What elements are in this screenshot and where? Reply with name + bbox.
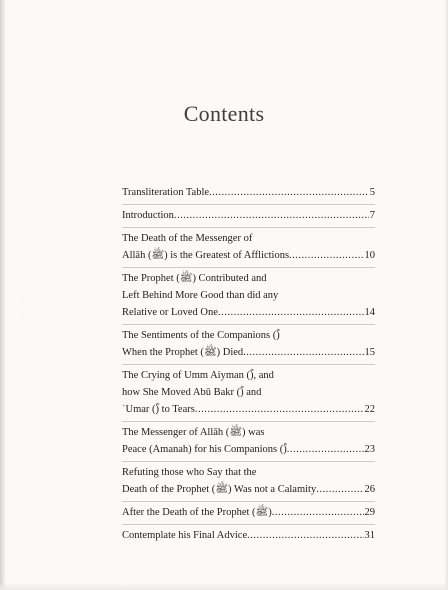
page-bottom-edge [0, 582, 448, 590]
toc-entry-last-line [122, 184, 375, 201]
toc-dot-leader [209, 184, 369, 201]
toc-entry-last-line [122, 304, 375, 321]
toc-dot-leader [287, 441, 364, 458]
toc-entry-last-line [122, 481, 375, 498]
toc-entry[interactable] [122, 182, 375, 205]
toc-entry-title-line: Death of the Prophet (ﷺ) Was not a Calamity [122, 484, 317, 495]
toc-entry[interactable] [122, 228, 375, 268]
table-of-contents [122, 182, 375, 547]
toc-entry-last-line [122, 527, 375, 544]
toc-entry[interactable] [122, 325, 375, 365]
page-title: Contents [183, 101, 265, 126]
toc-dot-leader [247, 527, 363, 544]
toc-entry-title-line: Peace (Amanah) for his Companions (ؓ) [122, 444, 287, 455]
toc-entry-title-line: Left Behind More Good than did any [122, 290, 279, 301]
toc-entry-title-line: The Crying of Umm Aiyman (ؓ), and [122, 370, 274, 381]
page-gutter-shadow [0, 0, 6, 590]
toc-entry-title-line: ʿUmar (ؓ) to Tears [122, 404, 195, 415]
toc-entry-title-line: Contemplate his Final Advice [122, 530, 248, 541]
toc-page-number: 26 [364, 484, 375, 495]
toc-dot-leader [289, 247, 363, 264]
toc-dot-leader [243, 344, 363, 361]
scan-specks: ˌ ˌ [20, 296, 22, 316]
toc-entry-title-line: Introduction [122, 210, 174, 221]
toc-entry-title-line: The Sentiments of the Companions (ؓ) [122, 330, 280, 341]
toc-entry[interactable] [122, 525, 375, 547]
toc-entry-last-line [122, 207, 375, 224]
toc-entry[interactable] [122, 205, 375, 228]
toc-dot-leader [195, 401, 364, 418]
toc-entry-last-line [122, 344, 375, 361]
toc-page-number: 10 [364, 250, 375, 261]
toc-dot-leader [174, 207, 369, 224]
toc-entry-title-line: When the Prophet (ﷺ) Died [122, 347, 244, 358]
toc-entry-last-line [122, 401, 375, 418]
toc-entry[interactable] [122, 502, 375, 525]
toc-dot-leader [272, 504, 364, 521]
toc-entry-last-line [122, 441, 375, 458]
toc-page-number: 31 [364, 530, 375, 541]
toc-page-number: 5 [369, 187, 375, 198]
toc-entry[interactable] [122, 462, 375, 502]
toc-dot-leader [316, 481, 363, 498]
toc-entry-last-line [122, 504, 375, 521]
toc-entry-title-line: Relative or Loved One [122, 307, 218, 318]
toc-entry-title-line: The Messenger of Allāh (ﷺ) was [122, 427, 265, 438]
toc-page-number: 14 [364, 307, 375, 318]
toc-page-number: 22 [364, 404, 375, 415]
toc-entry-title-line: how She Moved Abū Bakr (ؓ) and [122, 387, 262, 398]
toc-entry-title-line: Allāh (ﷺ) is the Greatest of Afflictions [122, 250, 290, 261]
toc-entry[interactable] [122, 422, 375, 462]
toc-entry-title-line: Transliteration Table [122, 187, 210, 198]
toc-entry-title-line: After the Death of the Prophet (ﷺ) [122, 507, 272, 518]
toc-entry[interactable] [122, 268, 375, 325]
toc-entry-title-line: Refuting those who Say that the [122, 467, 257, 478]
toc-page-number: 7 [369, 210, 375, 221]
toc-page-number: 29 [364, 507, 375, 518]
toc-entry-title-line: The Prophet (ﷺ) Contributed and [122, 273, 267, 284]
toc-page-number: 15 [364, 347, 375, 358]
toc-entry-last-line [122, 247, 375, 264]
page-edge [444, 0, 448, 590]
toc-page-number: 23 [364, 444, 375, 455]
toc-entry[interactable] [122, 365, 375, 422]
toc-dot-leader [218, 304, 364, 321]
toc-entry-title-line: The Death of the Messenger of [122, 233, 253, 244]
